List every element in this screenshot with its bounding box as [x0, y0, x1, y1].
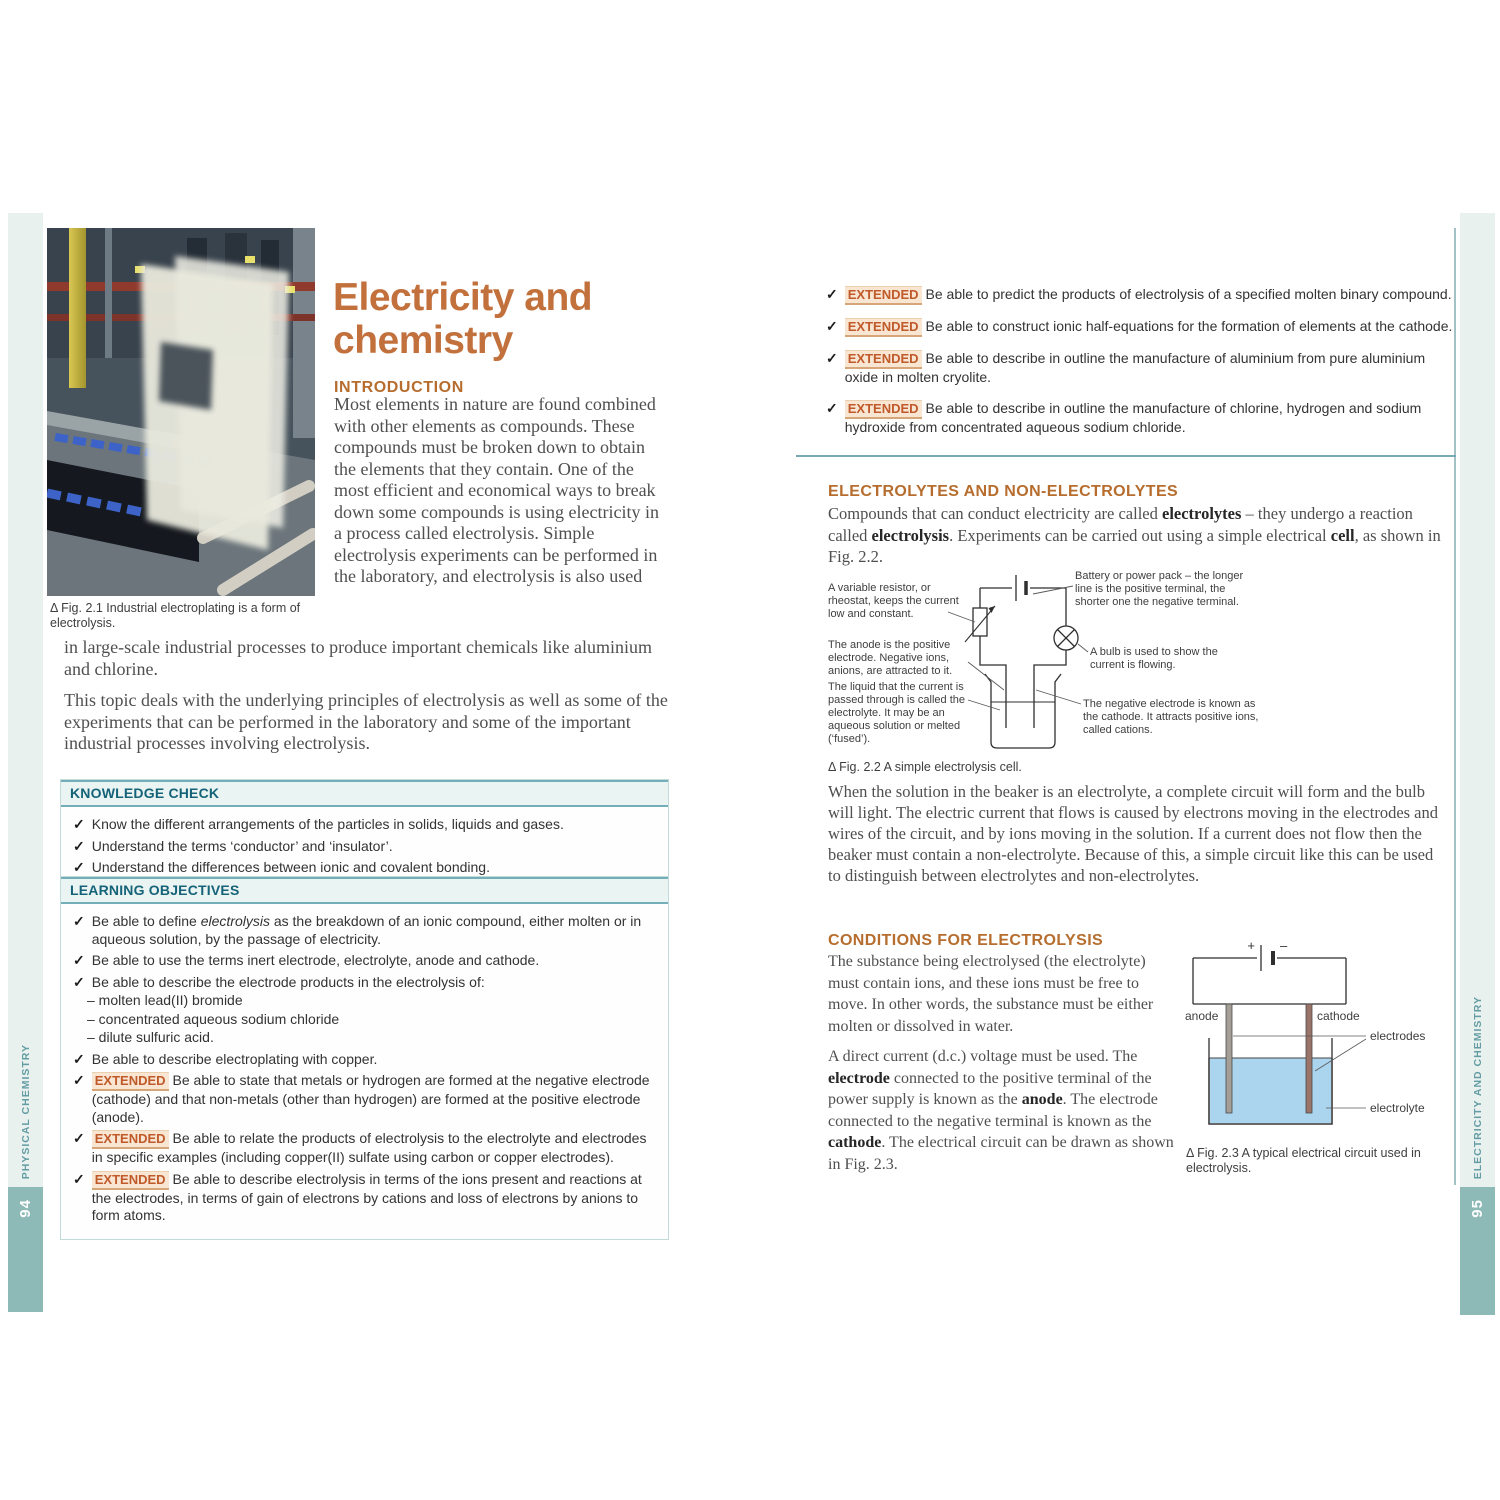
knowledge-check-item: ✓ Know the different arrangements of the particles in solids, liquids and gases.: [73, 816, 564, 832]
fig2-label-battery: Battery or power pack – the longer line is the positive terminal, the shorter one the negative terminal.: [1075, 570, 1244, 608]
learning-objective-item-extended: ✓ EXTENDED Be able to relate the products of electrolysis to the electrolyte and electrodes in specific examples (including copper(II) sulfate using carbon or copper electrodes).: [73, 1130, 647, 1165]
extended-badge: EXTENDED: [845, 350, 922, 369]
check-icon: ✓: [73, 952, 85, 968]
check-icon: ✓: [73, 973, 85, 990]
bold-term-cathode: cathode: [828, 1134, 882, 1151]
figure-2-3-caption: Δ Fig. 2.3 A typical electrical circuit used in electrolysis.: [1186, 1146, 1421, 1175]
italic-term: electrolysis: [200, 913, 270, 929]
learning-objective-item: ✓ Be able to describe electroplating with copper.: [73, 1050, 378, 1067]
left-sidebar-strip: [8, 213, 43, 1187]
learning-objective-item: ✓ Be able to use the terms inert electrode, electrolyte, anode and cathode.: [73, 952, 540, 968]
learning-objective-item-extended: ✓ EXTENDED Be able to describe electrolysis in terms of the ions present and reactions at the electrodes, in terms of gain of electrons by cations and loss of electrons by anions to form atoms.: [73, 1170, 642, 1223]
knowledge-check-item: ✓ Understand the terms ‘conductor’ and ‘insulator’.: [73, 837, 393, 854]
extended-objectives-list: [826, 286, 1453, 436]
check-icon: ✓: [73, 913, 85, 929]
extended-objective-item: ✓ EXTENDED Be able to construct ionic half-equations for the formation of elements at the cathode.: [826, 318, 1453, 337]
check-icon: ✓: [73, 837, 85, 854]
fig2-label-electrolyte: The liquid that the current is passed through is called the electrolyte. It may be an aqueous solution or melted (‘fused’).: [828, 681, 965, 745]
extended-badge: EXTENDED: [845, 318, 922, 337]
intro-paragraph-1-continued: in large-scale industrial processes to produce important chemicals like aluminium and chlorine.: [64, 637, 652, 679]
figure-2-1-photo: [47, 228, 315, 596]
learning-objective-item: ✓ Be able to define electrolysis as the breakdown of an ionic compound, either molten or in aqueous solution, by the passage of electricity.: [73, 913, 642, 947]
learning-objective-subitem: – dilute sulfuric acid.: [87, 1029, 214, 1045]
left-sidebar-label: PHYSICAL CHEMISTRY: [19, 1043, 32, 1179]
check-icon: ✓: [73, 1050, 85, 1067]
extended-badge: EXTENDED: [92, 1072, 169, 1091]
fig3-label-cathode: cathode: [1317, 1009, 1360, 1023]
section-divider-rule: [796, 455, 1456, 457]
conditions-paragraph-2: A direct current (d.c.) voltage must be used. The electrode connected to the positive terminal of the power supply is known as the anode. The electrode connected to the negative terminal is known as the cathode. The electrical circuit can be drawn as shown in Fig. 2.3.: [828, 1048, 1174, 1173]
check-icon: ✓: [73, 1170, 85, 1187]
learning-objective-subitem: – molten lead(II) bromide: [87, 992, 243, 1008]
conditions-paragraph-1: The substance being electrolysed (the electrolyte) must contain ions, and these ions must be free to move. In other words, the substance must be either molten or dissolved in water.: [828, 953, 1154, 1035]
check-icon: ✓: [826, 350, 838, 366]
fig3-label-electrodes: electrodes: [1370, 1029, 1426, 1043]
right-page-number-block: [1460, 1187, 1495, 1315]
check-icon: ✓: [826, 399, 838, 416]
extended-badge: EXTENDED: [845, 400, 922, 419]
fig2-label-anode: The anode is the positive electrode. Negative ions, anions, are attracted to it.: [828, 639, 953, 677]
knowledge-check-item: ✓ Understand the differences between ionic and covalent bonding.: [73, 859, 490, 875]
bold-term-electrode: electrode: [828, 1069, 890, 1087]
electrolyte-circuit-paragraph: When the solution in the beaker is an electrolyte, a complete circuit will form and the bulb will light. The electric current that flows is caused by electrons moving in the electrodes and wires of the circuit, and by ions moving in the solution. If a current does not flow then the beaker must contain a non-electrolyte. Because of this, a simple circuit like this can be used to distinguish between electrolytes and non-electrolytes.: [828, 782, 1439, 885]
electrolytes-paragraph: Compounds that can conduct electricity are called electrolytes – they undergo a reaction called electrolysis. Experiments can be carried out using a simple electrical cell, as shown in Fig. 2.2.: [828, 504, 1441, 566]
intro-paragraph-1: Most elements in nature are found combined with other elements as compounds. These compounds must be broken down to obtain the elements that they contain. One of the most efficient and economical ways to break down some compounds is using electricity in a process called electrolysis. Simple electrolysis experiments can be performed in the laboratory, and electrolysis is also used: [334, 394, 659, 586]
check-icon: ✓: [826, 286, 838, 302]
extended-objective-item: ✓ EXTENDED Be able to describe in outline the manufacture of aluminium from pure aluminium oxide in molten cryolite.: [826, 350, 1426, 385]
conditions-section-heading: CONDITIONS FOR ELECTROLYSIS: [828, 932, 1104, 949]
bold-term-electrolysis: electrolysis: [871, 525, 950, 545]
battery-plus-label: +: [1247, 938, 1255, 953]
introduction-heading: INTRODUCTION: [334, 379, 464, 396]
fig2-label-rheostat: A variable resistor, or rheostat, keeps the current low and constant.: [828, 582, 959, 620]
learning-objective-item-extended: ✓ EXTENDED Be able to state that metals or hydrogen are formed at the negative electrode (cathode) and that non-metals (other than hydrogen) are formed at the positive electrode (anode).: [73, 1072, 650, 1125]
industrial-electroplating-photo: [47, 228, 315, 596]
learning-objectives-box: [60, 876, 669, 1240]
check-icon: ✓: [73, 816, 85, 832]
figure-2-3: [1185, 938, 1453, 1138]
learning-objective-item: ✓ Be able to describe the electrode products in the electrolysis of:: [73, 973, 485, 990]
cathode-electrode-bar: [1306, 1004, 1312, 1113]
fig2-label-bulb: A bulb is used to show the current is flowing.: [1090, 646, 1218, 671]
learning-objectives-heading: LEARNING OBJECTIVES: [61, 877, 668, 904]
knowledge-check-heading: KNOWLEDGE CHECK: [61, 780, 668, 807]
figure-2-2: [828, 570, 1453, 758]
extended-badge: EXTENDED: [845, 286, 922, 305]
extended-objective-item: ✓ EXTENDED Be able to describe in outline the manufacture of chlorine, hydrogen and sodium hydroxide from concentrated aqueous sodium chloride.: [826, 399, 1422, 435]
extended-badge: EXTENDED: [92, 1130, 169, 1149]
bold-term-cell: cell: [1330, 525, 1355, 545]
check-icon: ✓: [73, 859, 85, 875]
electrolytes-section-heading: ELECTROLYTES AND NON-ELECTROLYTES: [828, 483, 1179, 500]
right-sidebar-label: ELECTRICITY AND CHEMISTRY: [1471, 995, 1484, 1179]
anode-electrode-bar: [1226, 1004, 1232, 1113]
fig3-label-electrolyte: electrolyte: [1370, 1101, 1425, 1115]
left-page-number: 94: [17, 1199, 34, 1218]
check-icon: ✓: [73, 1130, 85, 1146]
learning-objectives-list: [61, 904, 668, 1239]
right-page-vertical-rule: [1454, 228, 1456, 1185]
learning-objective-subitem: – concentrated aqueous sodium chloride: [87, 1010, 340, 1027]
right-sidebar-strip: [1460, 213, 1495, 1187]
bold-term-electrolytes: electrolytes: [1162, 504, 1242, 523]
right-page-number: 95: [1469, 1199, 1486, 1218]
extended-objective-item: ✓ EXTENDED Be able to predict the products of electrolysis of a specified molten binary compound.: [826, 286, 1453, 305]
knowledge-check-box: [60, 779, 669, 890]
intro-paragraph-2: This topic deals with the underlying principles of electrolysis as well as some of the experiments that can be performed in the laboratory and some of the important industrial processes involving electrolysis.: [64, 690, 668, 753]
check-icon: ✓: [826, 318, 838, 334]
chapter-title: Electricity and chemistry: [333, 276, 593, 362]
extended-badge: EXTENDED: [92, 1171, 169, 1190]
left-page-number-block: [8, 1187, 43, 1312]
fig3-label-anode: anode: [1185, 1009, 1219, 1023]
fig2-label-cathode: The negative electrode is known as the cathode. It attracts positive ions, called cations.: [1083, 698, 1259, 736]
figure-2-1-caption: Δ Fig. 2.1 Industrial electroplating is a form of electrolysis.: [50, 601, 301, 630]
figure-2-2-caption: Δ Fig. 2.2 A simple electrolysis cell.: [828, 760, 1022, 774]
battery-minus-label: –: [1280, 938, 1288, 953]
bold-term-anode: anode: [1021, 1091, 1063, 1108]
check-icon: ✓: [73, 1072, 85, 1088]
